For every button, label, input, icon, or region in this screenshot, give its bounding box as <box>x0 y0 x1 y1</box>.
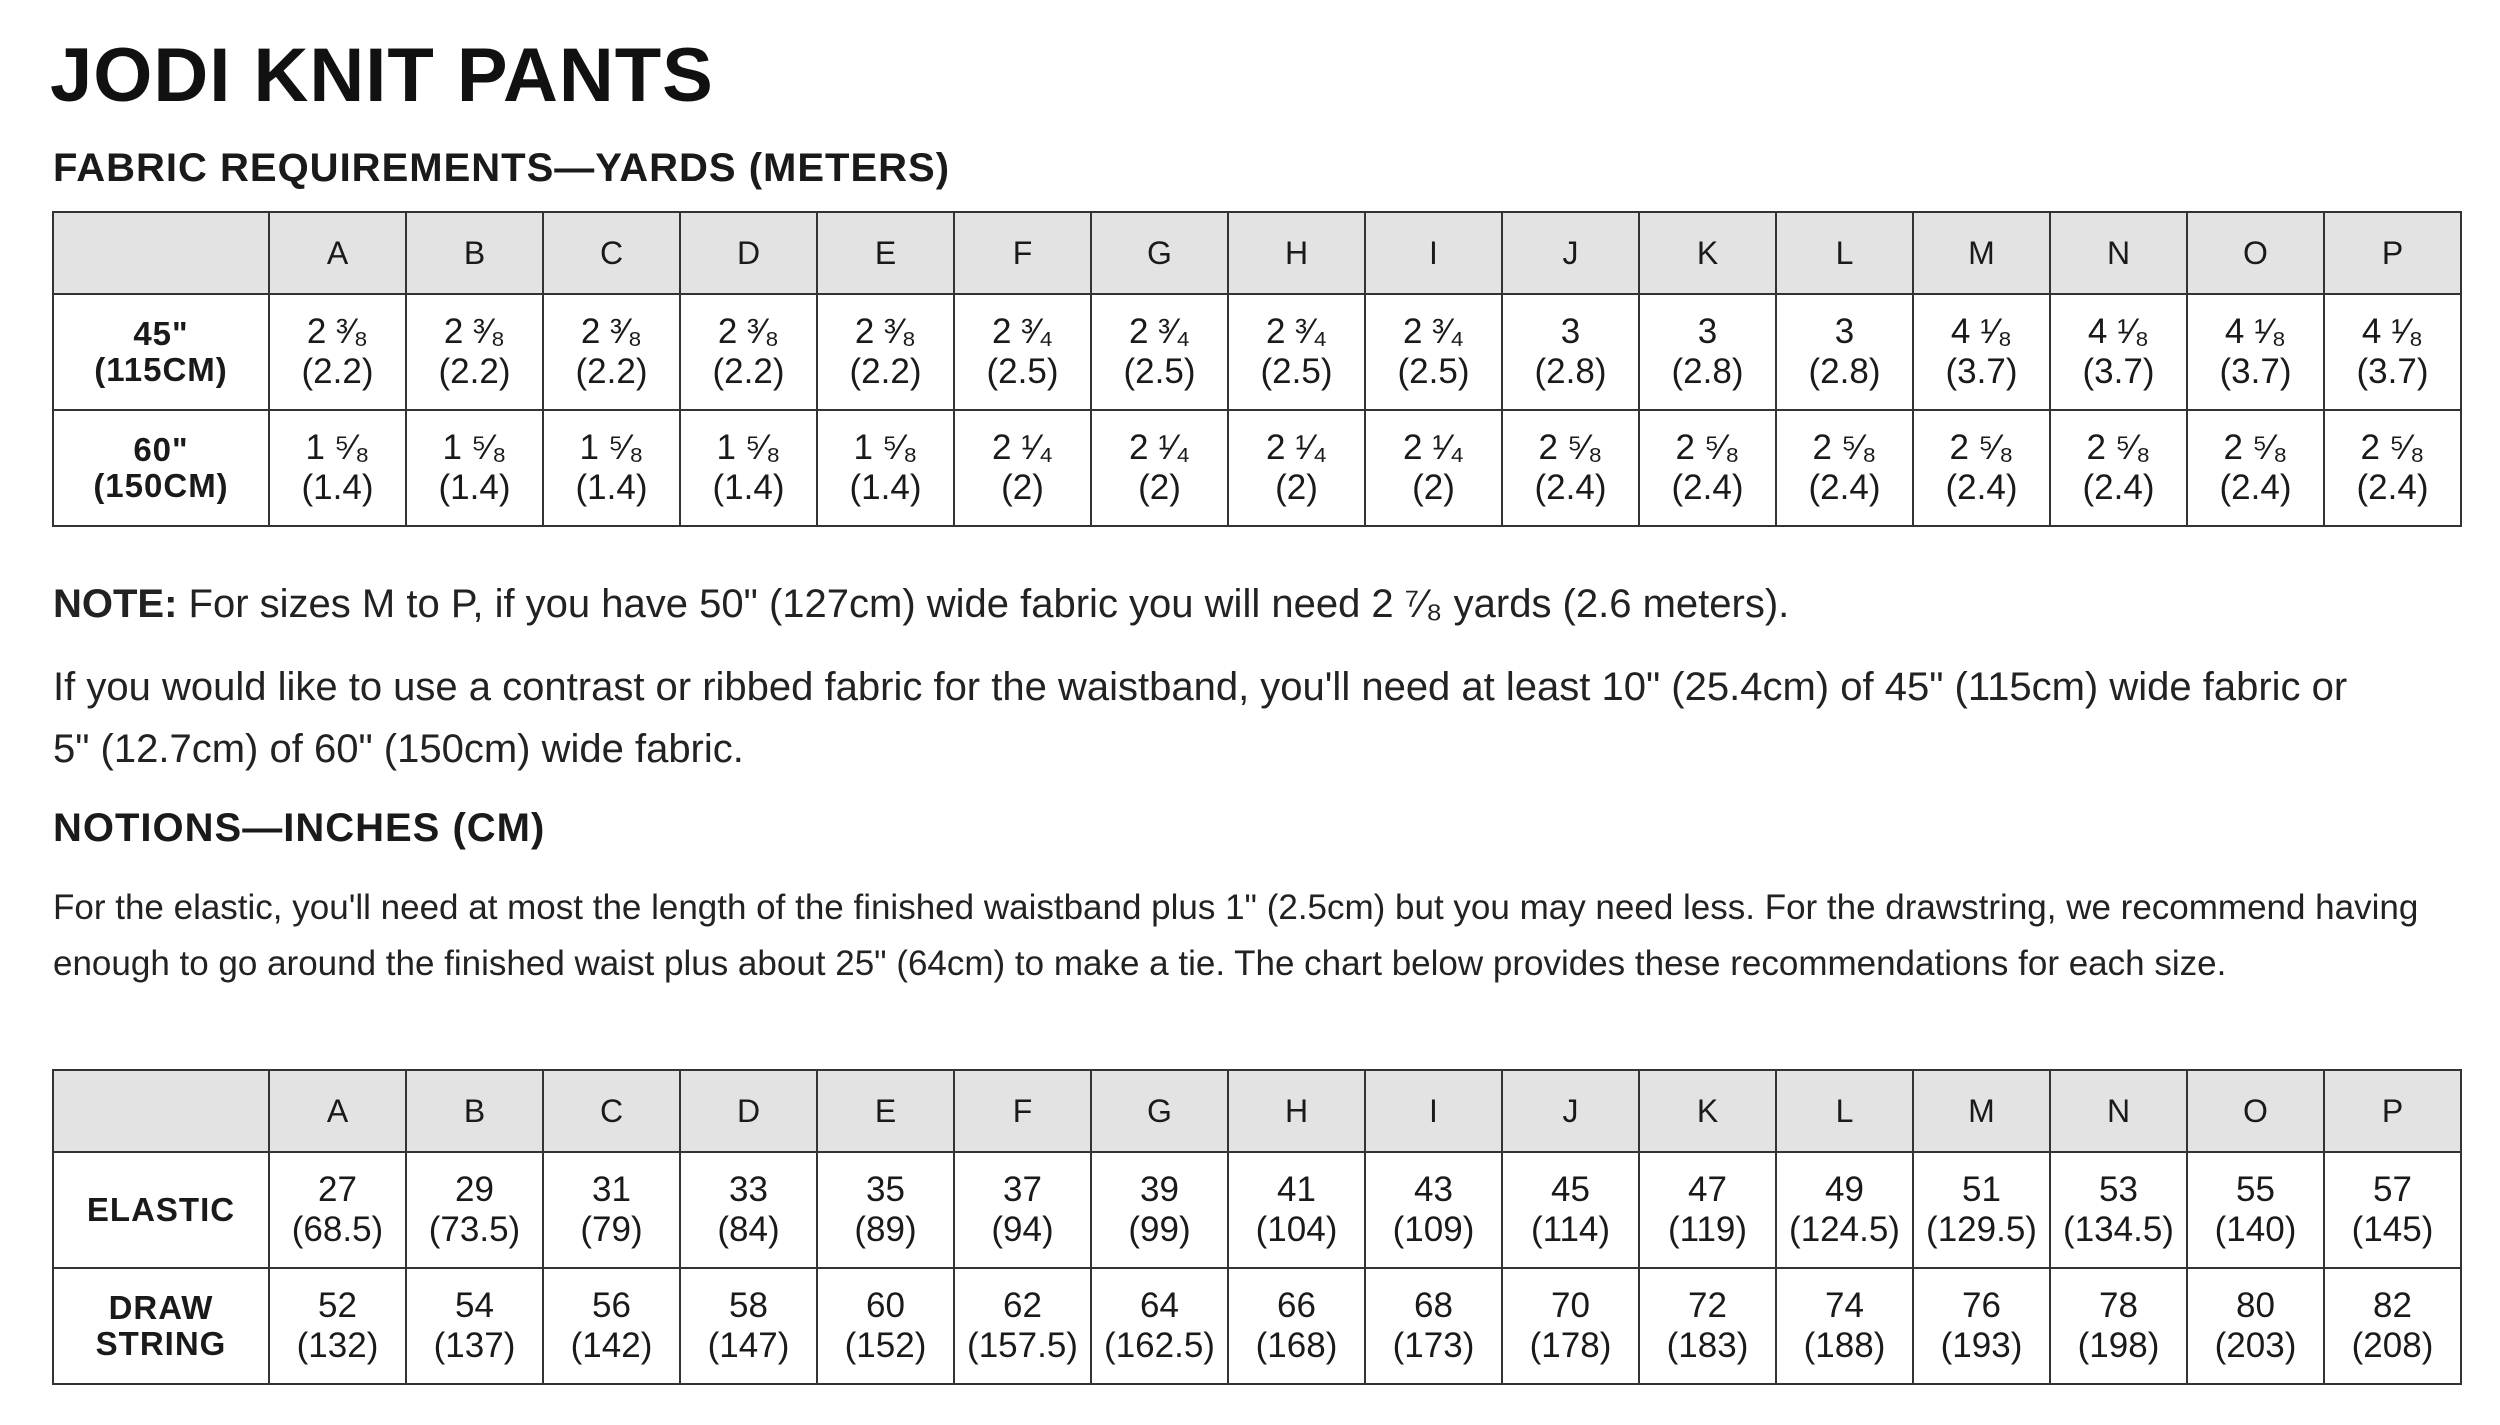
cell-primary-value: 41 <box>1277 1170 1316 1209</box>
size-header-o: O <box>2187 212 2324 294</box>
cell-secondary-value: (162.5) <box>1104 1326 1215 1365</box>
table-cell <box>1091 294 1228 410</box>
table-cell <box>1228 1268 1365 1384</box>
fabric-requirements-table <box>52 211 2462 527</box>
cell-secondary-value: (183) <box>1666 1326 1749 1365</box>
notions-table <box>52 1069 2462 1385</box>
cell-primary-value: 27 <box>318 1170 357 1209</box>
cell-primary-value: 4 ¹⁄₈ <box>2224 312 2287 351</box>
cell-secondary-value: (157.5) <box>967 1326 1078 1365</box>
cell-secondary-value: (140) <box>2214 1210 2297 1249</box>
table-cell <box>1091 410 1228 526</box>
size-header-f: F <box>954 1070 1091 1152</box>
fabric-requirements-heading: FABRIC REQUIREMENTS—YARDS (METERS) <box>53 146 951 190</box>
row-label <box>53 410 269 526</box>
table-cell <box>269 294 406 410</box>
cell-secondary-value: (2.2) <box>438 352 511 391</box>
table-cell <box>817 294 954 410</box>
cell-primary-value: 55 <box>2236 1170 2275 1209</box>
size-header-e: E <box>817 212 954 294</box>
cell-primary-value: 2 ⁵⁄₈ <box>1538 428 1603 467</box>
table-row <box>53 410 2461 526</box>
row-label-line1: ELASTIC <box>86 1191 236 1228</box>
cell-secondary-value: (2.4) <box>1945 468 2018 507</box>
cell-secondary-value: (114) <box>1530 1210 1611 1249</box>
cell-secondary-value: (132) <box>296 1326 379 1365</box>
cell-secondary-value: (2.5) <box>1123 352 1196 391</box>
cell-secondary-value: (2.8) <box>1534 352 1607 391</box>
table-cell <box>680 294 817 410</box>
cell-secondary-value: (1.4) <box>849 468 922 507</box>
cell-secondary-value: (89) <box>854 1210 917 1249</box>
table-header-row <box>53 212 2461 294</box>
cell-primary-value: 52 <box>318 1286 357 1325</box>
row-label-line2: (150CM) <box>93 467 229 504</box>
table-cell <box>1639 1268 1776 1384</box>
table-cell <box>1776 294 1913 410</box>
cell-primary-value: 57 <box>2373 1170 2412 1209</box>
table-cell <box>1913 1268 2050 1384</box>
size-header-k: K <box>1639 212 1776 294</box>
cell-primary-value: 45 <box>1551 1170 1590 1209</box>
cell-secondary-value: (124.5) <box>1789 1210 1900 1249</box>
cell-secondary-value: (84) <box>717 1210 780 1249</box>
size-header-b: B <box>406 1070 543 1152</box>
cell-secondary-value: (2) <box>1412 468 1455 507</box>
row-label-line2: STRING <box>95 1325 227 1362</box>
cell-secondary-value: (2.2) <box>301 352 374 391</box>
table-cell <box>2324 1152 2461 1268</box>
cell-primary-value: 2 ³⁄₈ <box>717 312 780 351</box>
cell-primary-value: 2 ³⁄₈ <box>854 312 917 351</box>
cell-secondary-value: (129.5) <box>1926 1210 2037 1249</box>
cell-primary-value: 1 ⁵⁄₈ <box>579 428 644 467</box>
cell-secondary-value: (2) <box>1138 468 1181 507</box>
cell-secondary-value: (198) <box>2077 1326 2160 1365</box>
table-cell <box>1639 294 1776 410</box>
cell-secondary-value: (2.4) <box>1534 468 1607 507</box>
cell-secondary-value: (3.7) <box>2356 352 2429 391</box>
table-cell <box>680 1268 817 1384</box>
table-cell <box>1228 410 1365 526</box>
cell-primary-value: 56 <box>592 1286 631 1325</box>
corner-cell <box>53 1070 269 1152</box>
cell-primary-value: 2 ¹⁄₄ <box>992 428 1053 467</box>
table-cell <box>2050 1268 2187 1384</box>
cell-secondary-value: (173) <box>1392 1326 1475 1365</box>
page-title: JODI KNIT PANTS <box>50 33 714 118</box>
cell-secondary-value: (203) <box>2214 1326 2297 1365</box>
note-paragraph <box>53 576 2433 632</box>
table-cell <box>543 294 680 410</box>
cell-primary-value: 2 ⁵⁄₈ <box>1675 428 1740 467</box>
table-cell <box>817 1268 954 1384</box>
table-row <box>53 1268 2461 1384</box>
table-cell <box>406 1152 543 1268</box>
table-cell <box>1913 1152 2050 1268</box>
corner-cell <box>53 212 269 294</box>
table-cell <box>1502 1268 1639 1384</box>
table-cell <box>954 1268 1091 1384</box>
table-cell <box>2324 1268 2461 1384</box>
table-cell <box>2050 1152 2187 1268</box>
cell-secondary-value: (68.5) <box>291 1210 384 1249</box>
table-cell <box>1365 1152 1502 1268</box>
cell-primary-value: 64 <box>1140 1286 1179 1325</box>
cell-primary-value: 1 ⁵⁄₈ <box>442 428 507 467</box>
notions-paragraph: For the elastic, you'll need at most the length of the finished waistband plus 1" (2.5cm) but you may need less. For the drawstring, we recommend having enough to go around the finished waist plus about 25" (64cm) to make a tie. The chart below provides these recommendations for each size. <box>53 888 2419 983</box>
cell-secondary-value: (3.7) <box>1945 352 2018 391</box>
note-label: NOTE: <box>53 582 178 626</box>
table-cell <box>1091 1152 1228 1268</box>
size-header-n: N <box>2050 212 2187 294</box>
table-cell <box>2187 1268 2324 1384</box>
cell-secondary-value: (1.4) <box>575 468 648 507</box>
table-cell <box>2324 294 2461 410</box>
cell-secondary-value: (3.7) <box>2219 352 2292 391</box>
cell-secondary-value: (188) <box>1803 1326 1886 1365</box>
cell-primary-value: 70 <box>1551 1286 1590 1325</box>
cell-primary-value: 53 <box>2099 1170 2138 1209</box>
size-header-e: E <box>817 1070 954 1152</box>
cell-primary-value: 2 ⁵⁄₈ <box>2360 428 2425 467</box>
table-header-row <box>53 1070 2461 1152</box>
table-cell <box>2187 410 2324 526</box>
cell-primary-value: 29 <box>455 1170 494 1209</box>
table-cell <box>1776 1152 1913 1268</box>
cell-secondary-value: (119) <box>1667 1210 1748 1249</box>
cell-secondary-value: (2.2) <box>712 352 785 391</box>
size-header-h: H <box>1228 1070 1365 1152</box>
size-header-n: N <box>2050 1070 2187 1152</box>
table-cell <box>1639 1152 1776 1268</box>
cell-secondary-value: (152) <box>844 1326 927 1365</box>
cell-primary-value: 2 ¹⁄₄ <box>1129 428 1190 467</box>
cell-secondary-value: (2.5) <box>986 352 1059 391</box>
cell-secondary-value: (2.4) <box>2356 468 2429 507</box>
cell-primary-value: 58 <box>729 1286 768 1325</box>
size-header-d: D <box>680 212 817 294</box>
table-cell <box>954 294 1091 410</box>
table-cell <box>1365 410 1502 526</box>
size-header-l: L <box>1776 212 1913 294</box>
cell-primary-value: 68 <box>1414 1286 1453 1325</box>
table-cell <box>817 1152 954 1268</box>
cell-primary-value: 72 <box>1688 1286 1727 1325</box>
cell-secondary-value: (137) <box>433 1326 516 1365</box>
table-cell <box>2050 410 2187 526</box>
cell-primary-value: 2 ³⁄₈ <box>580 312 643 351</box>
cell-primary-value: 80 <box>2236 1286 2275 1325</box>
table-cell <box>543 1268 680 1384</box>
table-cell <box>269 410 406 526</box>
table-cell <box>543 1152 680 1268</box>
note-text: For sizes M to P, if you have 50" (127cm) wide fabric you will need 2 ⁷⁄₈ yards (2.6 meters). <box>177 582 1790 626</box>
cell-primary-value: 2 ⁵⁄₈ <box>1949 428 2014 467</box>
size-header-a: A <box>269 1070 406 1152</box>
table-cell <box>680 410 817 526</box>
cell-primary-value: 60 <box>866 1286 905 1325</box>
cell-secondary-value: (1.4) <box>301 468 374 507</box>
cell-primary-value: 1 ⁵⁄₈ <box>716 428 781 467</box>
cell-primary-value: 82 <box>2373 1286 2412 1325</box>
row-label-line2: (115CM) <box>94 351 228 388</box>
cell-primary-value: 47 <box>1688 1170 1727 1209</box>
table-cell <box>1502 410 1639 526</box>
table-cell <box>817 410 954 526</box>
cell-secondary-value: (2.4) <box>2082 468 2155 507</box>
cell-secondary-value: (134.5) <box>2063 1210 2174 1249</box>
table-cell <box>954 1152 1091 1268</box>
cell-primary-value: 4 ¹⁄₈ <box>2361 312 2424 351</box>
cell-secondary-value: (2) <box>1001 468 1044 507</box>
table-cell <box>2050 294 2187 410</box>
table-cell <box>1502 294 1639 410</box>
row-label-line1: DRAW <box>108 1289 214 1326</box>
cell-secondary-value: (2.2) <box>849 352 922 391</box>
cell-primary-value: 1 ⁵⁄₈ <box>853 428 918 467</box>
cell-primary-value: 2 ³⁄₄ <box>992 312 1053 351</box>
cell-secondary-value: (193) <box>1940 1326 2023 1365</box>
cell-primary-value: 3 <box>1697 312 1718 351</box>
cell-primary-value: 3 <box>1560 312 1581 351</box>
cell-secondary-value: (104) <box>1255 1210 1338 1249</box>
cell-primary-value: 54 <box>455 1286 494 1325</box>
cell-secondary-value: (2.2) <box>575 352 648 391</box>
table-cell <box>269 1268 406 1384</box>
size-header-p: P <box>2324 212 2461 294</box>
size-header-m: M <box>1913 212 2050 294</box>
size-header-f: F <box>954 212 1091 294</box>
table-cell <box>406 1268 543 1384</box>
table-cell <box>269 1152 406 1268</box>
cell-secondary-value: (147) <box>707 1326 790 1365</box>
cell-secondary-value: (2.8) <box>1808 352 1881 391</box>
cell-primary-value: 66 <box>1277 1286 1316 1325</box>
table-cell <box>1502 1152 1639 1268</box>
cell-secondary-value: (2.5) <box>1260 352 1333 391</box>
cell-primary-value: 4 ¹⁄₈ <box>2087 312 2150 351</box>
notions-heading: NOTIONS—INCHES (CM) <box>53 806 546 850</box>
table-row <box>53 294 2461 410</box>
size-header-i: I <box>1365 1070 1502 1152</box>
table-cell <box>406 294 543 410</box>
cell-primary-value: 62 <box>1003 1286 1042 1325</box>
cell-primary-value: 2 ³⁄₈ <box>443 312 506 351</box>
cell-primary-value: 2 ⁵⁄₈ <box>2223 428 2288 467</box>
cell-secondary-value: (3.7) <box>2082 352 2155 391</box>
cell-secondary-value: (99) <box>1128 1210 1191 1249</box>
size-header-j: J <box>1502 1070 1639 1152</box>
cell-primary-value: 76 <box>1962 1286 2001 1325</box>
cell-primary-value: 3 <box>1834 312 1855 351</box>
cell-secondary-value: (2.4) <box>1808 468 1881 507</box>
table-cell <box>1913 410 2050 526</box>
row-label-line1: 45" <box>133 315 189 352</box>
size-header-m: M <box>1913 1070 2050 1152</box>
cell-primary-value: 2 ⁵⁄₈ <box>1812 428 1877 467</box>
table-cell <box>1776 410 1913 526</box>
table-cell <box>1365 1268 1502 1384</box>
size-header-a: A <box>269 212 406 294</box>
row-label <box>53 294 269 410</box>
cell-secondary-value: (2.4) <box>1671 468 1744 507</box>
cell-primary-value: 33 <box>729 1170 768 1209</box>
cell-secondary-value: (94) <box>991 1210 1054 1249</box>
cell-primary-value: 35 <box>866 1170 905 1209</box>
table-cell <box>406 410 543 526</box>
row-label <box>53 1152 269 1268</box>
table-cell <box>680 1152 817 1268</box>
size-header-k: K <box>1639 1070 1776 1152</box>
size-header-l: L <box>1776 1070 1913 1152</box>
cell-primary-value: 1 ⁵⁄₈ <box>305 428 370 467</box>
cell-primary-value: 2 ³⁄₄ <box>1403 312 1464 351</box>
cell-secondary-value: (2.4) <box>2219 468 2292 507</box>
cell-secondary-value: (2.5) <box>1397 352 1470 391</box>
cell-primary-value: 4 ¹⁄₈ <box>1950 312 2013 351</box>
size-header-c: C <box>543 1070 680 1152</box>
table-row <box>53 1152 2461 1268</box>
cell-secondary-value: (79) <box>580 1210 643 1249</box>
table-cell <box>1365 294 1502 410</box>
cell-primary-value: 37 <box>1003 1170 1042 1209</box>
cell-secondary-value: (109) <box>1392 1210 1475 1249</box>
table-cell <box>2187 1152 2324 1268</box>
row-label <box>53 1268 269 1384</box>
cell-primary-value: 2 ³⁄₄ <box>1266 312 1327 351</box>
table-cell <box>1776 1268 1913 1384</box>
size-header-j: J <box>1502 212 1639 294</box>
cell-primary-value: 43 <box>1414 1170 1453 1209</box>
size-header-i: I <box>1365 212 1502 294</box>
cell-secondary-value: (1.4) <box>438 468 511 507</box>
table-cell <box>1913 294 2050 410</box>
size-header-h: H <box>1228 212 1365 294</box>
size-header-g: G <box>1091 1070 1228 1152</box>
cell-primary-value: 2 ³⁄₈ <box>306 312 369 351</box>
table-cell <box>1091 1268 1228 1384</box>
row-label-line1: 60" <box>133 431 189 468</box>
cell-primary-value: 39 <box>1140 1170 1179 1209</box>
cell-secondary-value: (168) <box>1255 1326 1338 1365</box>
size-header-o: O <box>2187 1070 2324 1152</box>
cell-primary-value: 2 ³⁄₄ <box>1129 312 1190 351</box>
cell-primary-value: 2 ¹⁄₄ <box>1266 428 1327 467</box>
size-header-d: D <box>680 1070 817 1152</box>
contrast-fabric-paragraph: If you would like to use a contrast or ribbed fabric for the waistband, you'll need at least 10" (25.4cm) of 45" (115cm) wide fabric or 5" (12.7cm) of 60" (150cm) wide fabric. <box>53 665 2348 771</box>
table-cell <box>954 410 1091 526</box>
size-header-g: G <box>1091 212 1228 294</box>
cell-primary-value: 51 <box>1962 1170 2001 1209</box>
cell-primary-value: 2 ¹⁄₄ <box>1403 428 1464 467</box>
cell-primary-value: 78 <box>2099 1286 2138 1325</box>
table-cell <box>1228 1152 1365 1268</box>
table-cell <box>1228 294 1365 410</box>
cell-secondary-value: (2) <box>1275 468 1318 507</box>
cell-secondary-value: (142) <box>570 1326 653 1365</box>
cell-secondary-value: (73.5) <box>428 1210 521 1249</box>
size-header-c: C <box>543 212 680 294</box>
cell-primary-value: 2 ⁵⁄₈ <box>2086 428 2151 467</box>
cell-secondary-value: (2.8) <box>1671 352 1744 391</box>
table-cell <box>1639 410 1776 526</box>
size-header-b: B <box>406 212 543 294</box>
cell-secondary-value: (178) <box>1529 1326 1612 1365</box>
size-header-p: P <box>2324 1070 2461 1152</box>
cell-primary-value: 74 <box>1825 1286 1864 1325</box>
table-cell <box>2324 410 2461 526</box>
cell-secondary-value: (1.4) <box>712 468 785 507</box>
cell-secondary-value: (145) <box>2351 1210 2434 1249</box>
table-cell <box>543 410 680 526</box>
cell-secondary-value: (208) <box>2351 1326 2434 1365</box>
table-cell <box>2187 294 2324 410</box>
cell-primary-value: 49 <box>1825 1170 1864 1209</box>
cell-primary-value: 31 <box>592 1170 631 1209</box>
